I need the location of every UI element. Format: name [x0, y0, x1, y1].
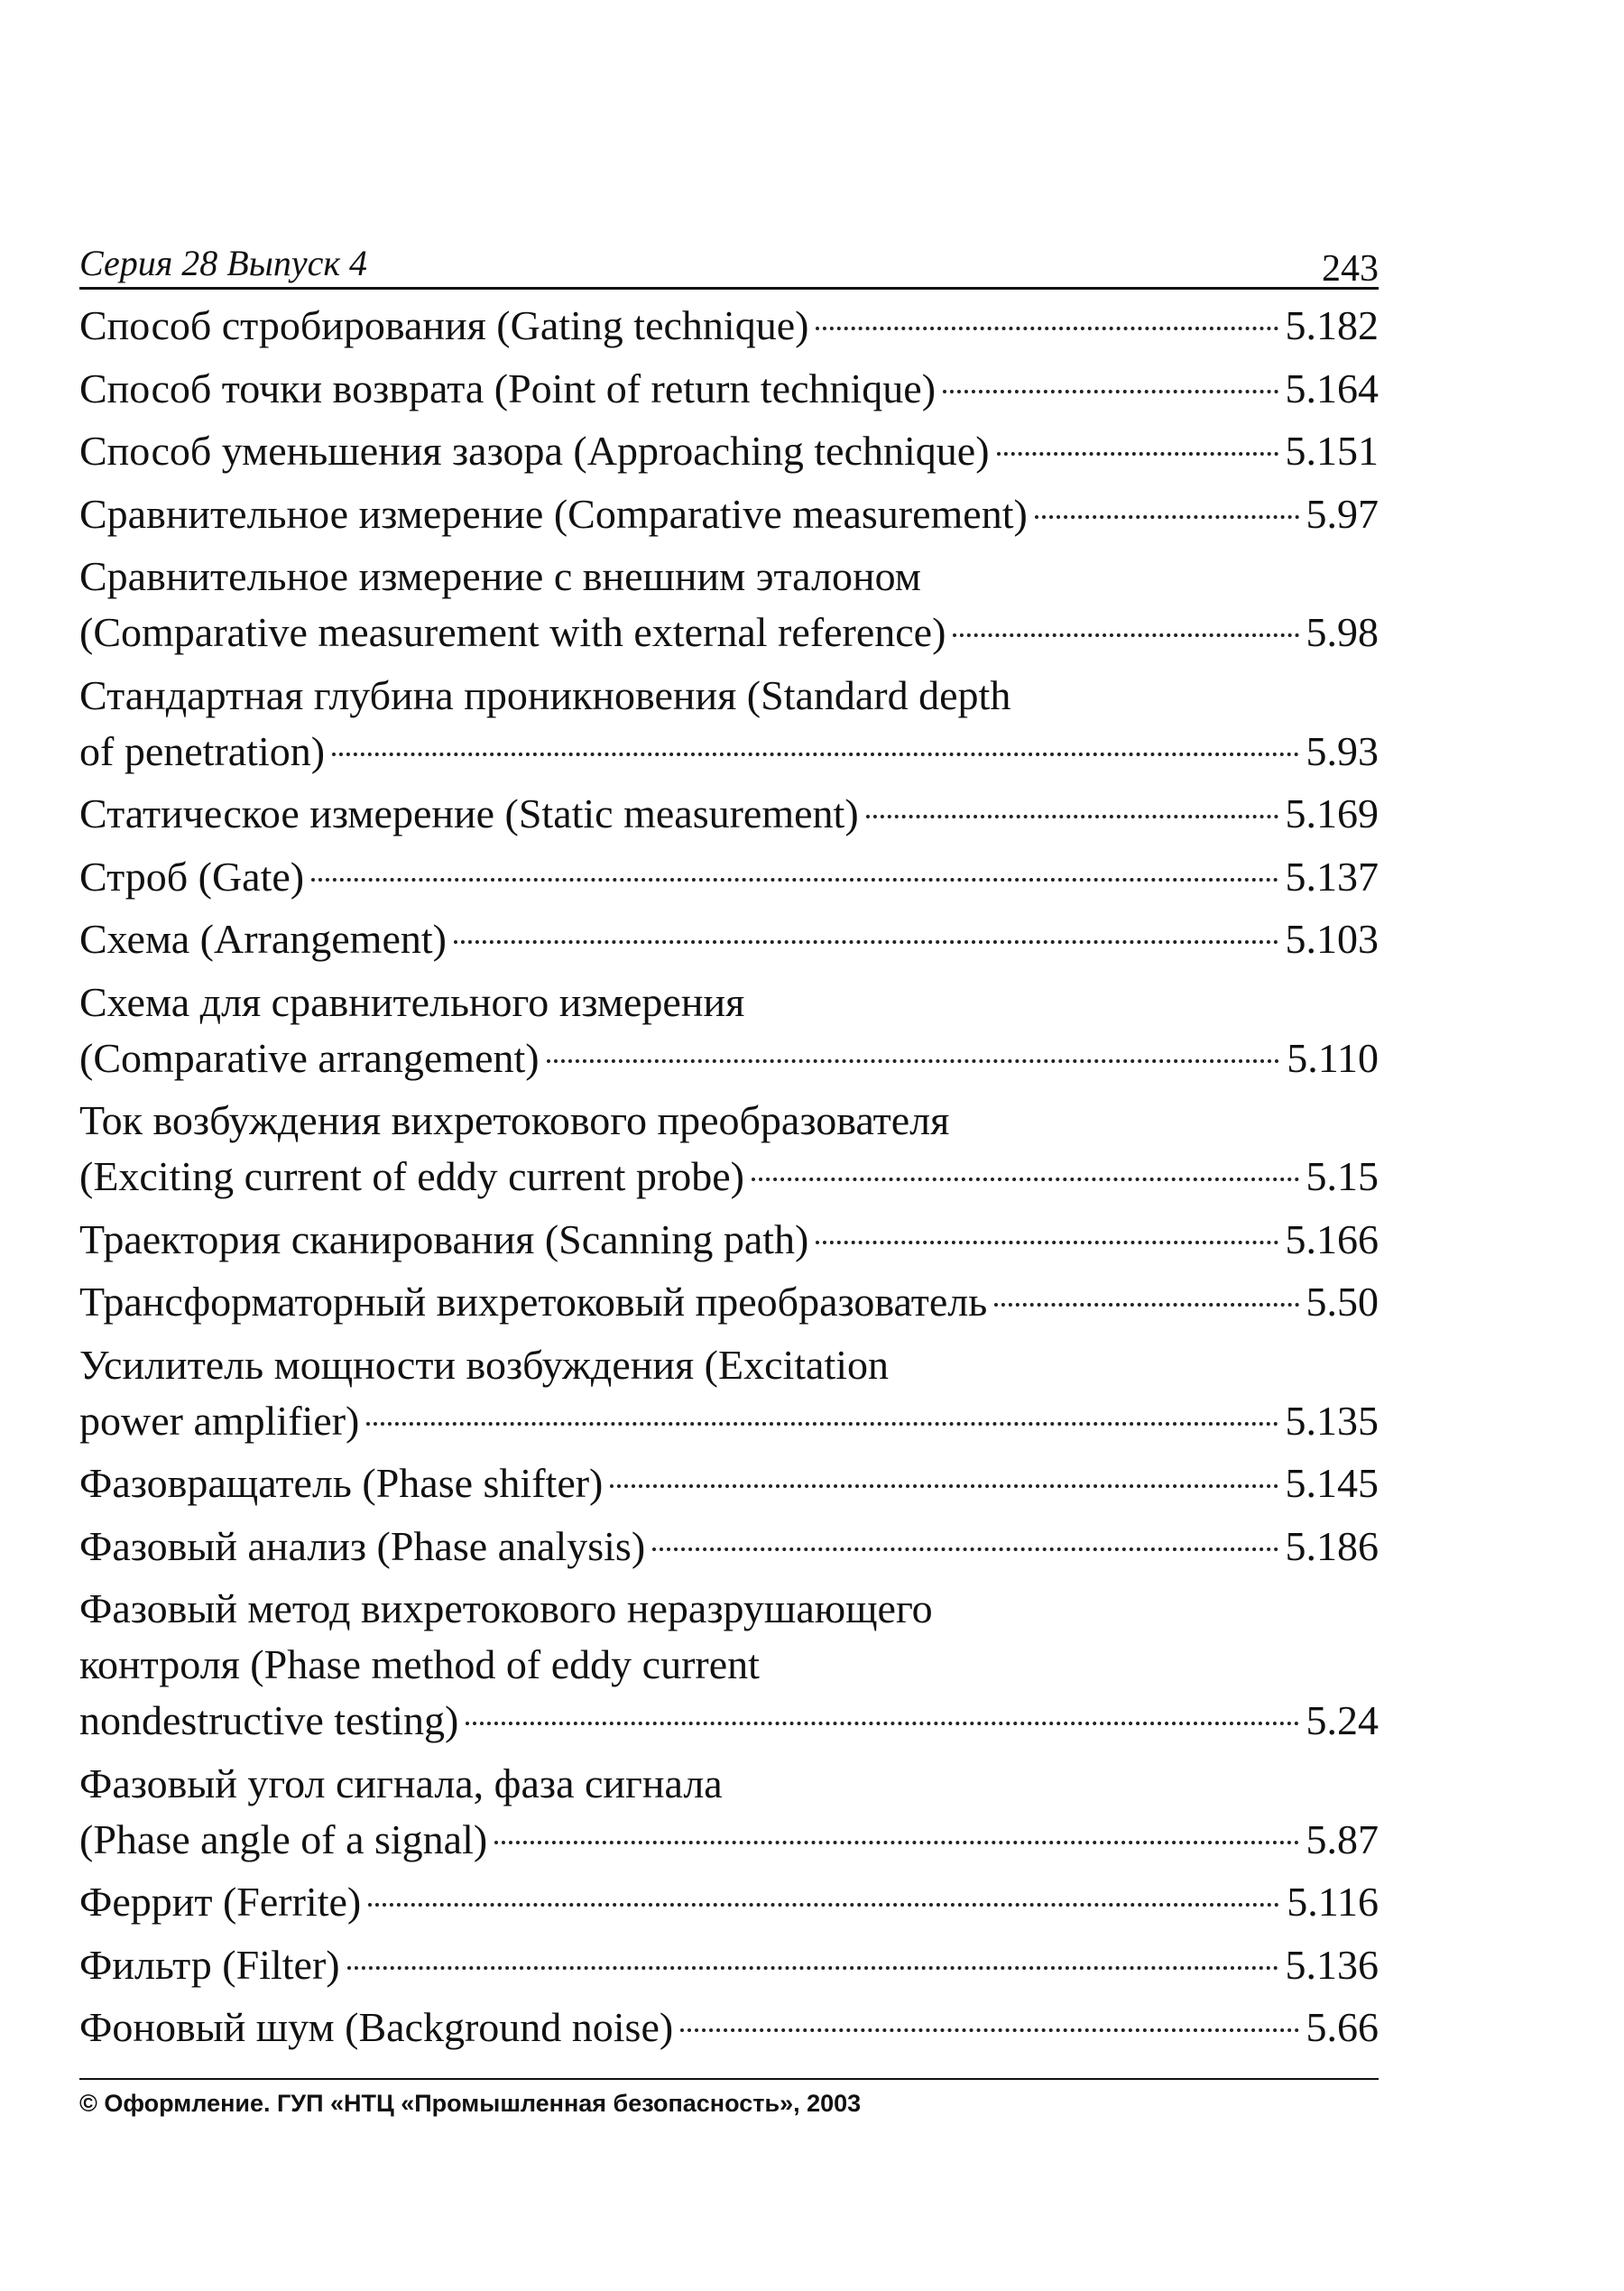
dot-leader [997, 452, 1278, 456]
dot-leader [368, 1903, 1279, 1907]
index-entry-term-line: Усилитель мощности возбуждения (Excitation [79, 1341, 890, 1388]
index-entry-term-line: (Comparative measurement with external reference) [79, 609, 946, 655]
dot-leader [311, 878, 1278, 882]
index-entry-last-line [79, 1149, 1379, 1205]
dot-leader [680, 2028, 1298, 2032]
dot-leader [347, 1966, 1278, 1970]
dot-leader [752, 1178, 1299, 1181]
index-entry-reference: 5.98 [1306, 609, 1379, 655]
index-entry [79, 911, 1379, 967]
index-entry-term-line: контроля (Phase method of eddy current [79, 1641, 760, 1687]
index-entry-last-line [79, 911, 1379, 967]
index-entry-term-line: (Comparative arrangement) [79, 1034, 540, 1081]
dot-leader [366, 1422, 1278, 1426]
index-entry-reference: 5.103 [1285, 916, 1379, 962]
dot-leader [610, 1484, 1278, 1488]
index-entry-term-line: Фильтр (Filter) [79, 1941, 340, 1988]
index-entry-term-line: Фазовый анализ (Phase analysis) [79, 1522, 646, 1569]
index-entry-last-line [79, 2000, 1379, 2055]
dot-leader [943, 390, 1278, 393]
index-entry-term-line: Строб (Gate) [79, 853, 305, 900]
index-entry-reference: 5.116 [1287, 1879, 1379, 1925]
index-entry-term-line: Траектория сканирования (Scanning path) [79, 1215, 809, 1262]
index-entry-reference: 5.186 [1285, 1522, 1379, 1569]
index-entry-term-line: Сравнительное измерение (Comparative measurement) [79, 490, 1028, 537]
index-entry-reference: 5.151 [1285, 428, 1379, 474]
index-entry-term-line: Способ уменьшения зазора (Approaching technique) [79, 428, 990, 474]
index-entry-term-line: Ток возбуждения вихретокового преобразователя [79, 1097, 950, 1143]
index-entry-last-line [79, 849, 1379, 905]
index-entry-term-line: Фазовый метод вихретокового неразрушающего [79, 1585, 933, 1631]
index-entry-last-line [79, 1812, 1379, 1868]
index-entry-term-line: Трансформаторный вихретоковый преобразователь [79, 1279, 988, 1325]
index-entry-last-line [79, 1455, 1379, 1511]
index-entry [79, 849, 1379, 905]
index-entry-term-line: Способ стробирования (Gating technique) [79, 302, 809, 348]
dot-leader [332, 753, 1298, 756]
dot-leader [953, 633, 1298, 637]
index-entry-term-line: Фазовращатель (Phase shifter) [79, 1460, 604, 1506]
index-entry-last-line [79, 486, 1379, 542]
index-entry [79, 423, 1379, 479]
index-entry [79, 1212, 1379, 1268]
index-entry-reference: 5.169 [1285, 790, 1379, 836]
header-rule [79, 287, 1379, 290]
index-entry-reference: 5.166 [1285, 1215, 1379, 1262]
page-number: 243 [1322, 248, 1379, 290]
index-entry-last-line [79, 298, 1379, 354]
index-entry-reference: 5.93 [1306, 727, 1379, 774]
index-entry-term-line: Способ точки возврата (Point of return technique) [79, 365, 937, 411]
index-entry [79, 786, 1379, 842]
index-entry [79, 1093, 1379, 1205]
dot-leader [816, 1241, 1278, 1244]
index-entry-term-line: of penetration) [79, 727, 326, 774]
footer-rule [79, 2078, 1379, 2080]
index-entry-list [79, 298, 1379, 2063]
dot-leader [994, 1303, 1298, 1307]
index-entry-term-line: nondestructive testing) [79, 1697, 459, 1743]
book-page [79, 242, 1379, 2050]
index-entry [79, 549, 1379, 661]
index-entry-reference: 5.15 [1306, 1153, 1379, 1199]
index-entry-reference: 5.87 [1306, 1815, 1379, 1862]
index-entry-reference: 5.182 [1285, 302, 1379, 348]
dot-leader [466, 1722, 1298, 1725]
index-entry-last-line [79, 1393, 1379, 1449]
index-entry-last-line [79, 361, 1379, 417]
index-entry-last-line [79, 423, 1379, 479]
dot-leader [1035, 515, 1299, 519]
index-entry-last-line [79, 1519, 1379, 1575]
index-entry-term-line: (Phase angle of a signal) [79, 1815, 488, 1862]
index-entry-last-line [79, 1693, 1379, 1749]
index-entry-term-line: Схема для сравнительного измерения [79, 978, 745, 1025]
index-entry [79, 1519, 1379, 1575]
index-entry [79, 486, 1379, 542]
index-entry-last-line [79, 786, 1379, 842]
dot-leader [494, 1841, 1298, 1844]
index-entry-last-line [79, 605, 1379, 661]
index-entry-term-line: Фоновый шум (Background noise) [79, 2004, 674, 2050]
index-entry-term-line: Фазовый угол сигнала, фаза сигнала [79, 1760, 723, 1806]
dot-leader [547, 1059, 1280, 1063]
index-entry-term-line: Сравнительное измерение с внешним эталоном [79, 553, 921, 599]
dot-leader [866, 815, 1278, 818]
index-entry [79, 1756, 1379, 1868]
index-entry-reference: 5.50 [1306, 1279, 1379, 1325]
index-entry-last-line [79, 1030, 1379, 1086]
index-entry [79, 361, 1379, 417]
index-entry [79, 668, 1379, 780]
copyright-footer: © Оформление. ГУП «НТЦ «Промышленная безопасность», 2003 [79, 2090, 862, 2117]
index-entry-term-line: Стандартная глубина проникновения (Standard depth [79, 671, 1011, 718]
index-entry [79, 1274, 1379, 1330]
index-entry-term-line: power amplifier) [79, 1397, 360, 1444]
index-entry [79, 1937, 1379, 1993]
index-entry-term-line: Статическое измерение (Static measurement) [79, 790, 859, 836]
index-entry [79, 1874, 1379, 1930]
index-entry-term-line: Схема (Arrangement) [79, 916, 447, 962]
index-entry-reference: 5.137 [1285, 853, 1379, 900]
index-entry-reference: 5.136 [1285, 1941, 1379, 1988]
index-entry-last-line [79, 1937, 1379, 1993]
index-entry-reference: 5.66 [1306, 2004, 1379, 2050]
index-entry-last-line [79, 1274, 1379, 1330]
index-entry-last-line [79, 724, 1379, 780]
index-entry [79, 2000, 1379, 2055]
index-entry-reference: 5.164 [1285, 365, 1379, 411]
index-entry [79, 1581, 1379, 1749]
index-entry-term-line: Феррит (Ferrite) [79, 1879, 362, 1925]
dot-leader [652, 1547, 1278, 1551]
index-entry [79, 298, 1379, 354]
series-title: Серия 28 Выпуск 4 [79, 243, 368, 283]
index-entry [79, 1337, 1379, 1449]
index-entry [79, 1455, 1379, 1511]
index-entry-reference: 5.97 [1306, 490, 1379, 537]
index-entry [79, 975, 1379, 1086]
index-entry-reference: 5.24 [1306, 1697, 1379, 1743]
dot-leader [454, 940, 1278, 944]
index-entry-reference: 5.135 [1285, 1397, 1379, 1444]
index-entry-last-line [79, 1212, 1379, 1268]
running-header [79, 242, 1379, 290]
dot-leader [816, 327, 1278, 330]
index-entry-reference: 5.110 [1287, 1034, 1379, 1081]
index-entry-last-line [79, 1874, 1379, 1930]
index-entry-reference: 5.145 [1285, 1460, 1379, 1506]
index-entry-term-line: (Exciting current of eddy current probe) [79, 1153, 744, 1199]
